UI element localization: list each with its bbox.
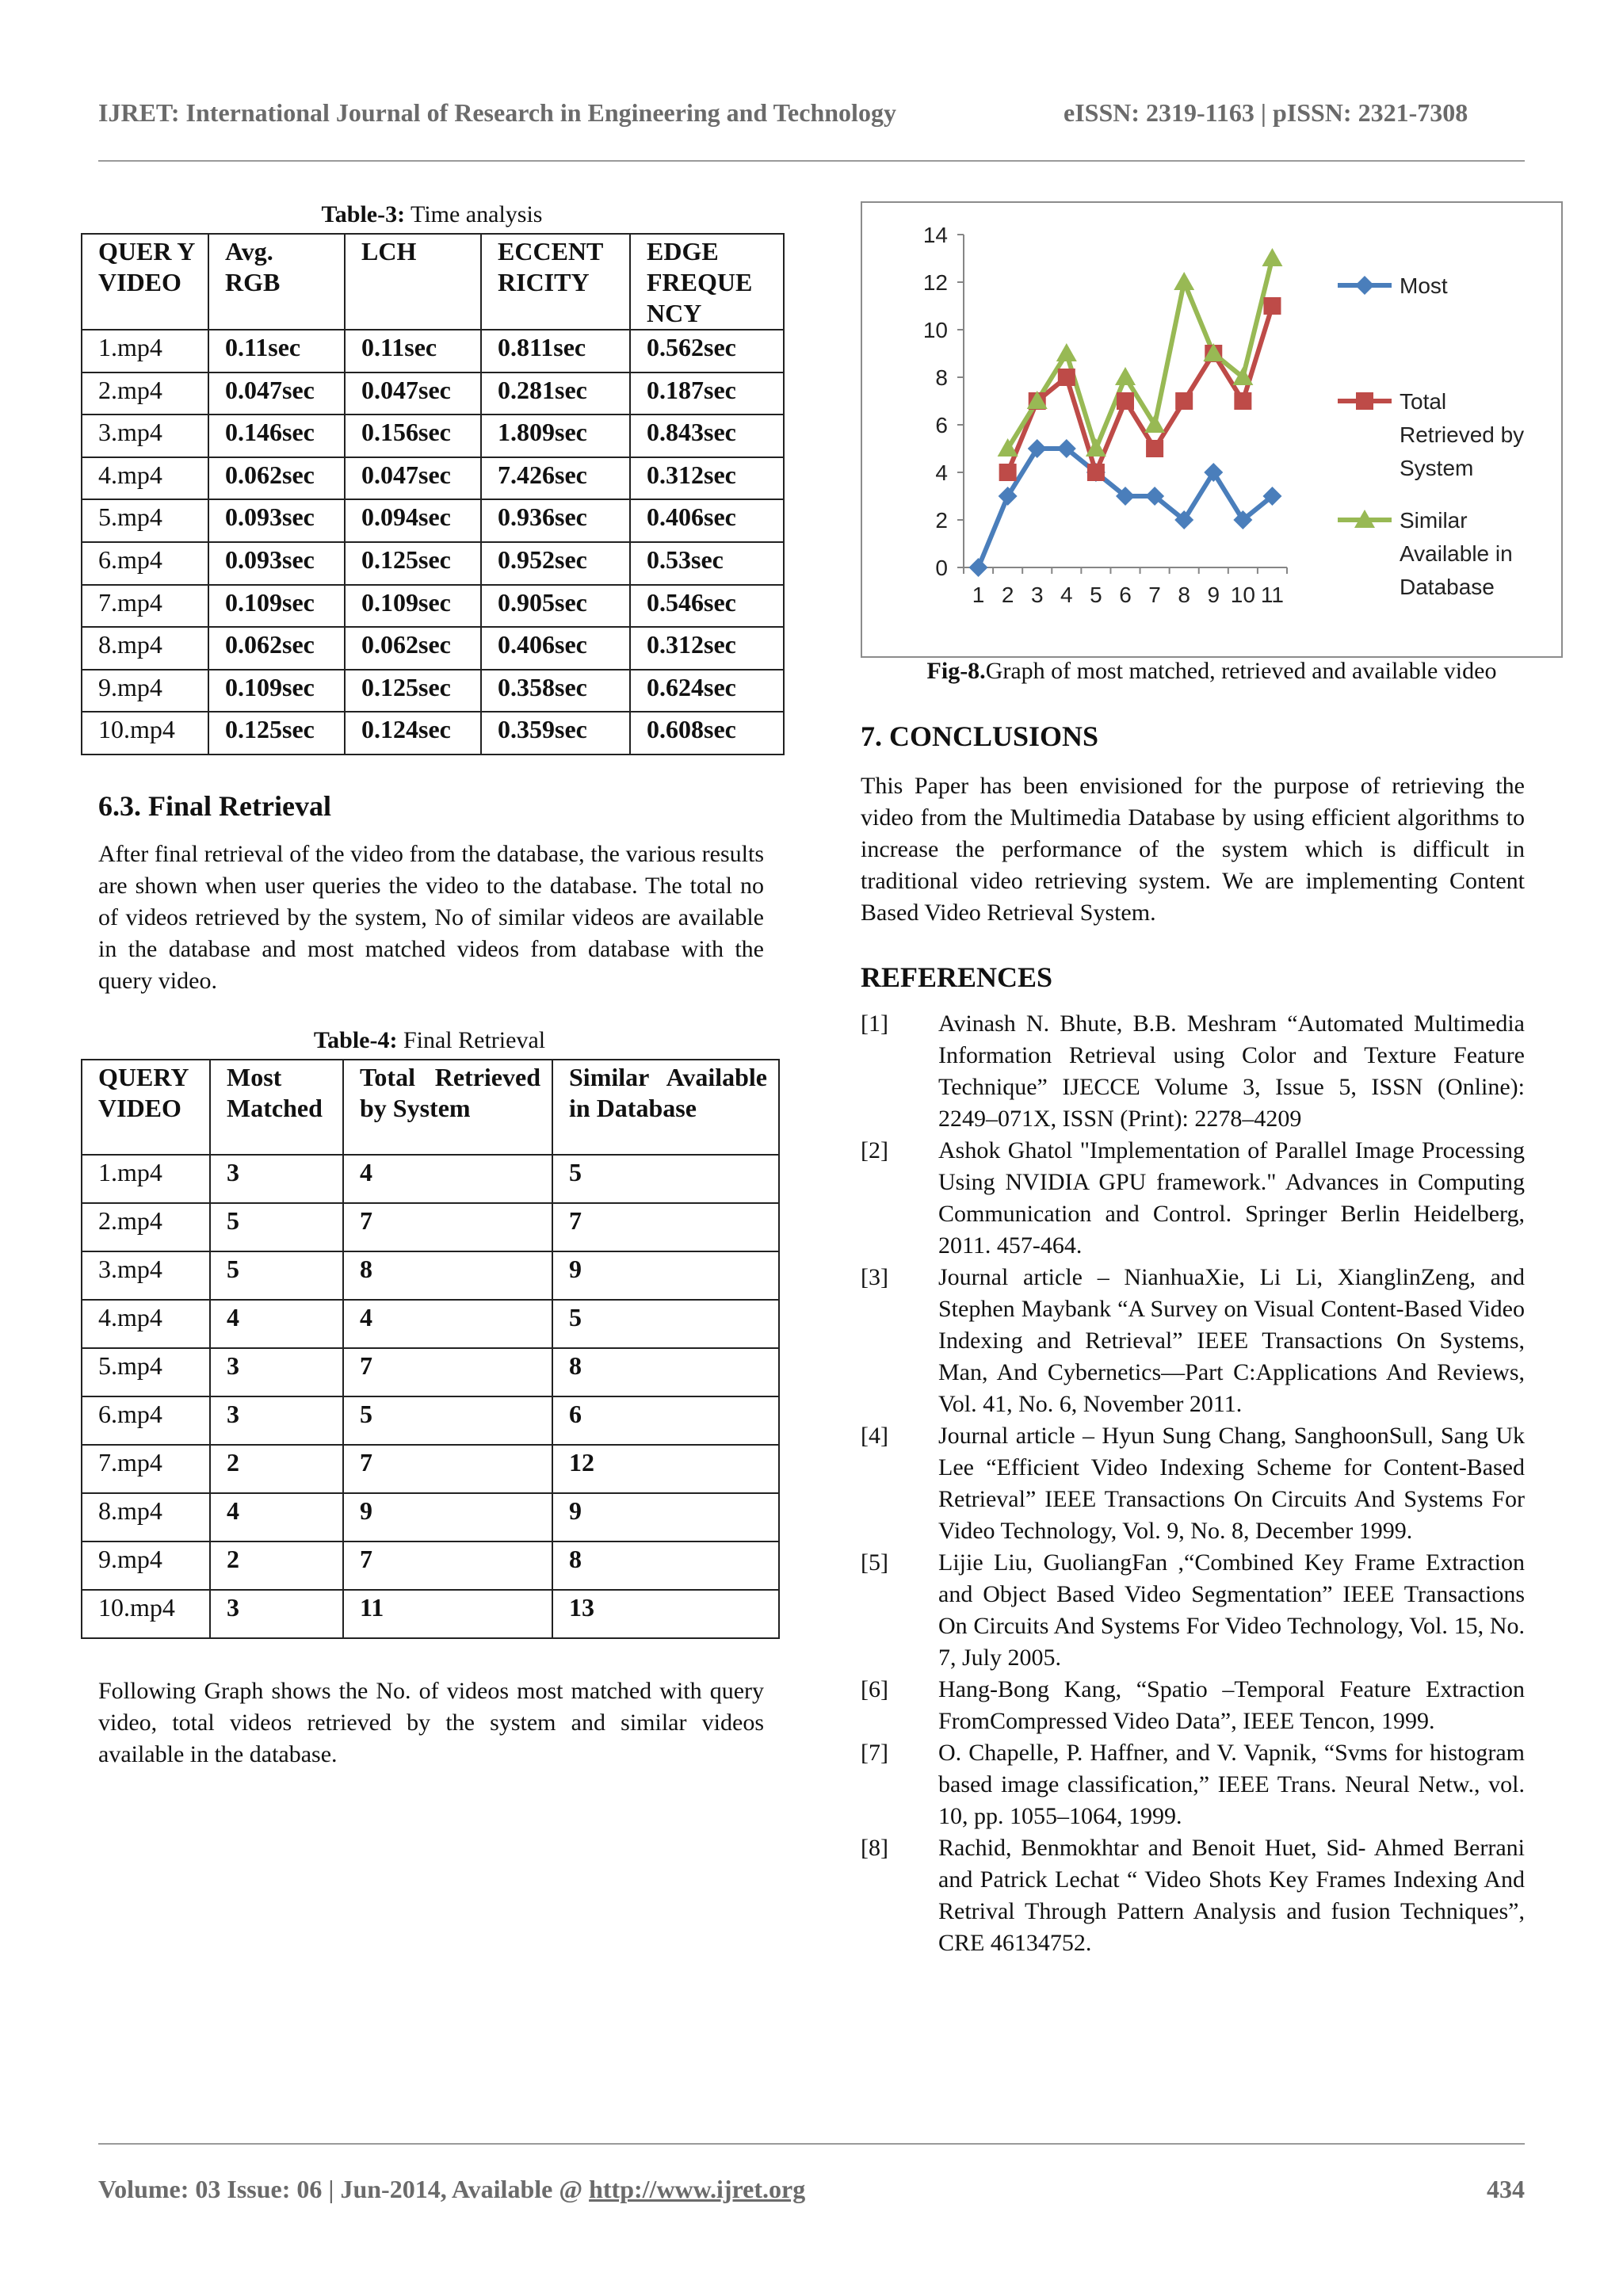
table4-cell: 7.mp4: [82, 1445, 210, 1493]
table4-header-row: [82, 1060, 779, 1155]
table3-row: [82, 712, 784, 755]
table4-cell: 7: [343, 1348, 552, 1396]
reference-text: Ashok Ghatol "Implementation of Parallel Image Processing Using NVIDIA GPU framework." Advances in Computing Communication and Control. Springer Berlin Heidelberg, 2011. 457-464.: [938, 1137, 1525, 1259]
references-list: [861, 1008, 1525, 1959]
table3-cell: 0.562sec: [630, 330, 784, 372]
legend-marker: [1355, 276, 1374, 295]
series-1-point: [1234, 392, 1251, 410]
line-chart: [862, 203, 1561, 656]
graph-intro: Following Graph shows the No. of videos most matched with query video, total videos retrieved by the system and similar videos available in the database.: [98, 1678, 764, 1767]
series-2-point: [1115, 367, 1136, 385]
series-1-point: [1058, 369, 1075, 386]
table4-cell: 9.mp4: [82, 1541, 210, 1590]
series-1-point: [1087, 464, 1105, 481]
table3-cell: 6.mp4: [82, 542, 208, 585]
table4-cell: 7: [552, 1203, 779, 1251]
section-title: 6.3. Final Retrieval: [98, 790, 331, 822]
table4-cell: 4: [343, 1155, 552, 1203]
table3-cell: 0.156sec: [345, 415, 481, 457]
table3-cell: 0.281sec: [481, 372, 630, 415]
series-1-point: [1117, 392, 1134, 410]
table3-cell: 0.312sec: [630, 627, 784, 670]
table3-row: [82, 415, 784, 457]
table4-cell: 3: [210, 1155, 343, 1203]
series-line-0: [979, 449, 1273, 567]
table3-cell: 0.109sec: [345, 585, 481, 628]
footer-rule: [98, 2143, 1525, 2145]
table4-cell: 9: [343, 1493, 552, 1541]
y-tick-label: 2: [935, 508, 948, 533]
table4-cell: 2: [210, 1445, 343, 1493]
table3-cell: 0.093sec: [208, 542, 345, 585]
reference-item: [861, 1832, 1525, 1959]
table4-cell: 9: [552, 1251, 779, 1300]
table3-cell: 0.905sec: [481, 585, 630, 628]
table3-cell: 0.936sec: [481, 499, 630, 542]
table3-row: [82, 670, 784, 712]
x-tick-label: 6: [1119, 583, 1132, 607]
table4-caption: [81, 1027, 778, 1054]
table4-cell: 4.mp4: [82, 1300, 210, 1348]
y-tick-label: 12: [922, 270, 948, 295]
table4-cell: 5: [210, 1203, 343, 1251]
table4-row: [82, 1396, 779, 1445]
table3-header-cell: QUER Y VIDEO: [82, 234, 208, 330]
table3-row: [82, 627, 784, 670]
reference-text: Journal article – NianhuaXie, Li Li, XianglinZeng, and Stephen Maybank “A Survey on Visual Content-Based Video Indexing and Retrieval” IEEE Transactions On Systems, Man, And Cybernetics—Part C:Applications And Reviews, Vol. 41, No. 6, November 2011.: [938, 1264, 1525, 1417]
footer-volume: [98, 2175, 805, 2204]
table4-row: [82, 1348, 779, 1396]
table3-cell: 0.11sec: [208, 330, 345, 372]
section-body: After final retrieval of the video from the database, the various results are shown when user queries the video to the database. The total no of videos retrieved by the system, No of similar videos are available in the database and most matched videos from database with the query video.: [98, 841, 764, 994]
table4-row: [82, 1300, 779, 1348]
table3-cell: 0.358sec: [481, 670, 630, 712]
reference-item: [861, 1674, 1525, 1737]
table4-cell: 4: [343, 1300, 552, 1348]
table3-cell: 3.mp4: [82, 415, 208, 457]
table4-row: [82, 1493, 779, 1541]
table4-cell: 1.mp4: [82, 1155, 210, 1203]
x-tick-label: 2: [1001, 583, 1014, 607]
table4-cell: 9: [552, 1493, 779, 1541]
table3-cell: 0.406sec: [481, 627, 630, 670]
x-tick-label: 8: [1178, 583, 1190, 607]
series-2-point: [1174, 272, 1194, 290]
table4-header-cell: QUERY VIDEO: [82, 1060, 210, 1155]
legend-label: System: [1400, 456, 1474, 480]
table4-cell: 8.mp4: [82, 1493, 210, 1541]
table4-cell: 3: [210, 1396, 343, 1445]
table4-cell: 7: [343, 1445, 552, 1493]
legend-marker: [1356, 392, 1373, 410]
table3-cell: 1.mp4: [82, 330, 208, 372]
table4-cell: 3.mp4: [82, 1251, 210, 1300]
table4-cell: 5: [552, 1300, 779, 1348]
table3-cell: 0.047sec: [208, 372, 345, 415]
table3-cell: 0.624sec: [630, 670, 784, 712]
table3-row: [82, 499, 784, 542]
legend-label: Database: [1400, 575, 1495, 599]
legend-label: Retrieved by: [1400, 422, 1525, 447]
table4-cell: 6: [552, 1396, 779, 1445]
table3-cell: 5.mp4: [82, 499, 208, 542]
table3-header-cell: LCH: [345, 234, 481, 330]
table4-cell: 13: [552, 1590, 779, 1638]
table4-cell: 11: [343, 1590, 552, 1638]
reference-number: [2]: [861, 1137, 888, 1163]
legend-label: Similar: [1400, 508, 1468, 533]
reference-text: Hang-Bong Kang, “Spatio –Temporal Feature Extraction FromCompressed Video Data”, IEEE Tencon, 1999.: [938, 1676, 1525, 1734]
table4-cell: 4: [210, 1300, 343, 1348]
table4-row: [82, 1541, 779, 1590]
x-tick-label: 9: [1207, 583, 1220, 607]
table3-header-cell: Avg. RGB: [208, 234, 345, 330]
table3-cell: 8.mp4: [82, 627, 208, 670]
table4-row: [82, 1203, 779, 1251]
reference-item: [861, 1420, 1525, 1547]
table3-cell: 0.047sec: [345, 372, 481, 415]
journal-title: IJRET: International Journal of Research in Engineering and Technology: [98, 98, 896, 127]
table3-cell: 0.125sec: [208, 712, 345, 755]
table4-cell: 8: [552, 1348, 779, 1396]
reference-item: [861, 1547, 1525, 1674]
table3-cell: 0.952sec: [481, 542, 630, 585]
table3-header-cell: EDGE FREQUE NCY: [630, 234, 784, 330]
table3-row: [82, 542, 784, 585]
y-tick-label: 14: [922, 223, 948, 247]
y-tick-label: 4: [935, 460, 948, 485]
series-0-point: [969, 558, 988, 577]
table4-row: [82, 1251, 779, 1300]
reference-number: [4]: [861, 1423, 888, 1449]
table3-cell: 0.546sec: [630, 585, 784, 628]
table4-cell: 5: [343, 1396, 552, 1445]
table4-row: [82, 1590, 779, 1638]
table3-row: [82, 457, 784, 500]
table3-cell: 0.047sec: [345, 457, 481, 500]
table3-cell: 10.mp4: [82, 712, 208, 755]
table3-header-cell: ECCENT RICITY: [481, 234, 630, 330]
table3-cell: 0.125sec: [345, 542, 481, 585]
table3-cell: 1.809sec: [481, 415, 630, 457]
reference-text: Avinash N. Bhute, B.B. Meshram “Automated Multimedia Information Retrieval using Color and Texture Feature Technique” IJECCE Volume 3, Issue 5, ISSN (Online): 2249–071X, ISSN (Print): 2278–4209: [938, 1010, 1525, 1132]
table4-header-cell: Total Retrieved by System: [343, 1060, 552, 1155]
table3-header-row: [82, 234, 784, 330]
page-number: 434: [1487, 2175, 1525, 2203]
table3-cell: 0.11sec: [345, 330, 481, 372]
conclusions-title: 7. CONCLUSIONS: [861, 720, 1099, 752]
y-tick-label: 6: [935, 413, 948, 437]
x-tick-label: 7: [1148, 583, 1161, 607]
table4-cell: 4: [210, 1493, 343, 1541]
series-2-point: [1056, 343, 1077, 361]
table3-cell: 0.109sec: [208, 670, 345, 712]
table4-cell: 12: [552, 1445, 779, 1493]
table3-caption-text: Time analysis: [405, 201, 543, 227]
table4-cell: 2.mp4: [82, 1203, 210, 1251]
table4-cell: 5.mp4: [82, 1348, 210, 1396]
table4: [81, 1059, 780, 1639]
reference-text: Journal article – Hyun Sung Chang, SanghoonSull, Sang Uk Lee “Efficient Video Indexing Scheme for Content-Based Retrieval” IEEE Transactions On Circuits And Systems For Video Technology, Vol. 9, No. 8, December 1999.: [938, 1423, 1525, 1544]
table4-cell: 8: [552, 1541, 779, 1590]
series-line-2: [1008, 258, 1273, 449]
reference-item: [861, 1008, 1525, 1135]
series-1-point: [1175, 392, 1193, 410]
table4-cell: 5: [552, 1155, 779, 1203]
references-title: REFERENCES: [861, 961, 1053, 993]
reference-item: [861, 1135, 1525, 1262]
series-1-point: [999, 464, 1017, 481]
x-tick-label: 10: [1230, 583, 1255, 607]
table3-cell: 7.426sec: [481, 457, 630, 500]
table4-cell: 7: [343, 1203, 552, 1251]
table3-cell: 7.mp4: [82, 585, 208, 628]
table3-cell: 0.312sec: [630, 457, 784, 500]
y-tick-label: 8: [935, 365, 948, 390]
legend-label: Most: [1400, 273, 1448, 298]
x-tick-label: 11: [1260, 583, 1284, 607]
legend-label: Available in: [1400, 541, 1513, 566]
header-rule: [98, 160, 1525, 162]
table3-cell: 0.843sec: [630, 415, 784, 457]
x-tick-label: 4: [1060, 583, 1073, 607]
x-tick-label: 3: [1030, 583, 1044, 607]
x-tick-label: 5: [1090, 583, 1102, 607]
table4-caption-label: Table-4:: [313, 1027, 398, 1053]
table3-cell: 2.mp4: [82, 372, 208, 415]
reference-number: [3]: [861, 1264, 888, 1290]
table4-cell: 7: [343, 1541, 552, 1590]
table4-cell: 6.mp4: [82, 1396, 210, 1445]
table3-cell: 0.187sec: [630, 372, 784, 415]
fig8-label: Fig-8.: [926, 658, 986, 684]
table3-cell: 9.mp4: [82, 670, 208, 712]
reference-text: O. Chapelle, P. Haffner, and V. Vapnik, “Svms for histogram based image classification,” IEEE Trans. Neural Netw., vol. 10, pp. 1055–1064, 1999.: [938, 1740, 1525, 1829]
chart-frame: [861, 201, 1563, 658]
series-1-point: [1146, 440, 1163, 457]
table3-cell: 0.094sec: [345, 499, 481, 542]
issn: eISSN: 2319-1163 | pISSN: 2321-7308: [1064, 98, 1468, 127]
reference-item: [861, 1737, 1525, 1832]
table3-caption-label: Table-3:: [321, 201, 406, 227]
table3: [81, 233, 785, 755]
conclusions-body: This Paper has been envisioned for the purpose of retrieving the video from the Multimedia Database by using efficient algorithms to increase the performance of the system which is difficult in traditional video retrieving system. We are implementing Content Based Video Retrieval System.: [861, 773, 1525, 926]
table3-cell: 0.062sec: [345, 627, 481, 670]
x-tick-label: 1: [972, 583, 985, 607]
reference-number: [7]: [861, 1740, 888, 1766]
table4-cell: 2: [210, 1541, 343, 1590]
table4-row: [82, 1155, 779, 1203]
fig8-text: Graph of most matched, retrieved and available video: [985, 658, 1497, 684]
reference-number: [6]: [861, 1676, 888, 1702]
y-tick-label: 0: [935, 556, 948, 580]
table4-header-cell: Most Matched: [210, 1060, 343, 1155]
y-tick-label: 10: [922, 318, 948, 342]
table4-cell: 5: [210, 1251, 343, 1300]
fig8-caption: [861, 658, 1563, 685]
table3-cell: 0.406sec: [630, 499, 784, 542]
table3-row: [82, 372, 784, 415]
table3-row: [82, 330, 784, 372]
table3-cell: 0.125sec: [345, 670, 481, 712]
series-1-point: [1263, 297, 1281, 315]
table4-cell: 3: [210, 1348, 343, 1396]
table3-cell: 0.124sec: [345, 712, 481, 755]
table3-cell: 0.062sec: [208, 627, 345, 670]
footer-volume-text: Volume: 03 Issue: 06 | Jun-2014, Available @: [98, 2175, 590, 2203]
reference-item: [861, 1262, 1525, 1420]
reference-number: [1]: [861, 1010, 888, 1037]
series-2-point: [1262, 248, 1282, 266]
table4-header-cell: Similar Available in Database: [552, 1060, 779, 1155]
table3-cell: 0.53sec: [630, 542, 784, 585]
table3-cell: 0.109sec: [208, 585, 345, 628]
table4-row: [82, 1445, 779, 1493]
reference-number: [8]: [861, 1835, 888, 1861]
reference-text: Lijie Liu, GuoliangFan ,“Combined Key Frame Extraction and Object Based Video Segmentation” IEEE Transactions On Circuits And Systems For Video Technology, Vol. 15, No. 7, July 2005.: [938, 1549, 1525, 1671]
table4-cell: 3: [210, 1590, 343, 1638]
table3-cell: 4.mp4: [82, 457, 208, 500]
legend-label: Total: [1400, 389, 1447, 414]
table3-caption: [81, 201, 783, 228]
table4-caption-text: Final Retrieval: [397, 1027, 546, 1053]
table4-cell: 10.mp4: [82, 1590, 210, 1638]
reference-text: Rachid, Benmokhtar and Benoit Huet, Sid- Ahmed Berrani and Patrick Lechat “ Video Shots Key Frames Indexing And Retrival Through Pattern Analysis and fusion Techniques”, CRE 46134752.: [938, 1835, 1525, 1956]
table3-cell: 0.811sec: [481, 330, 630, 372]
footer-link[interactable]: http://www.ijret.org: [589, 2175, 806, 2203]
table3-cell: 0.608sec: [630, 712, 784, 755]
reference-number: [5]: [861, 1549, 888, 1576]
table3-cell: 0.359sec: [481, 712, 630, 755]
table4-cell: 8: [343, 1251, 552, 1300]
table3-cell: 0.093sec: [208, 499, 345, 542]
table3-cell: 0.146sec: [208, 415, 345, 457]
table3-cell: 0.062sec: [208, 457, 345, 500]
table3-row: [82, 585, 784, 628]
